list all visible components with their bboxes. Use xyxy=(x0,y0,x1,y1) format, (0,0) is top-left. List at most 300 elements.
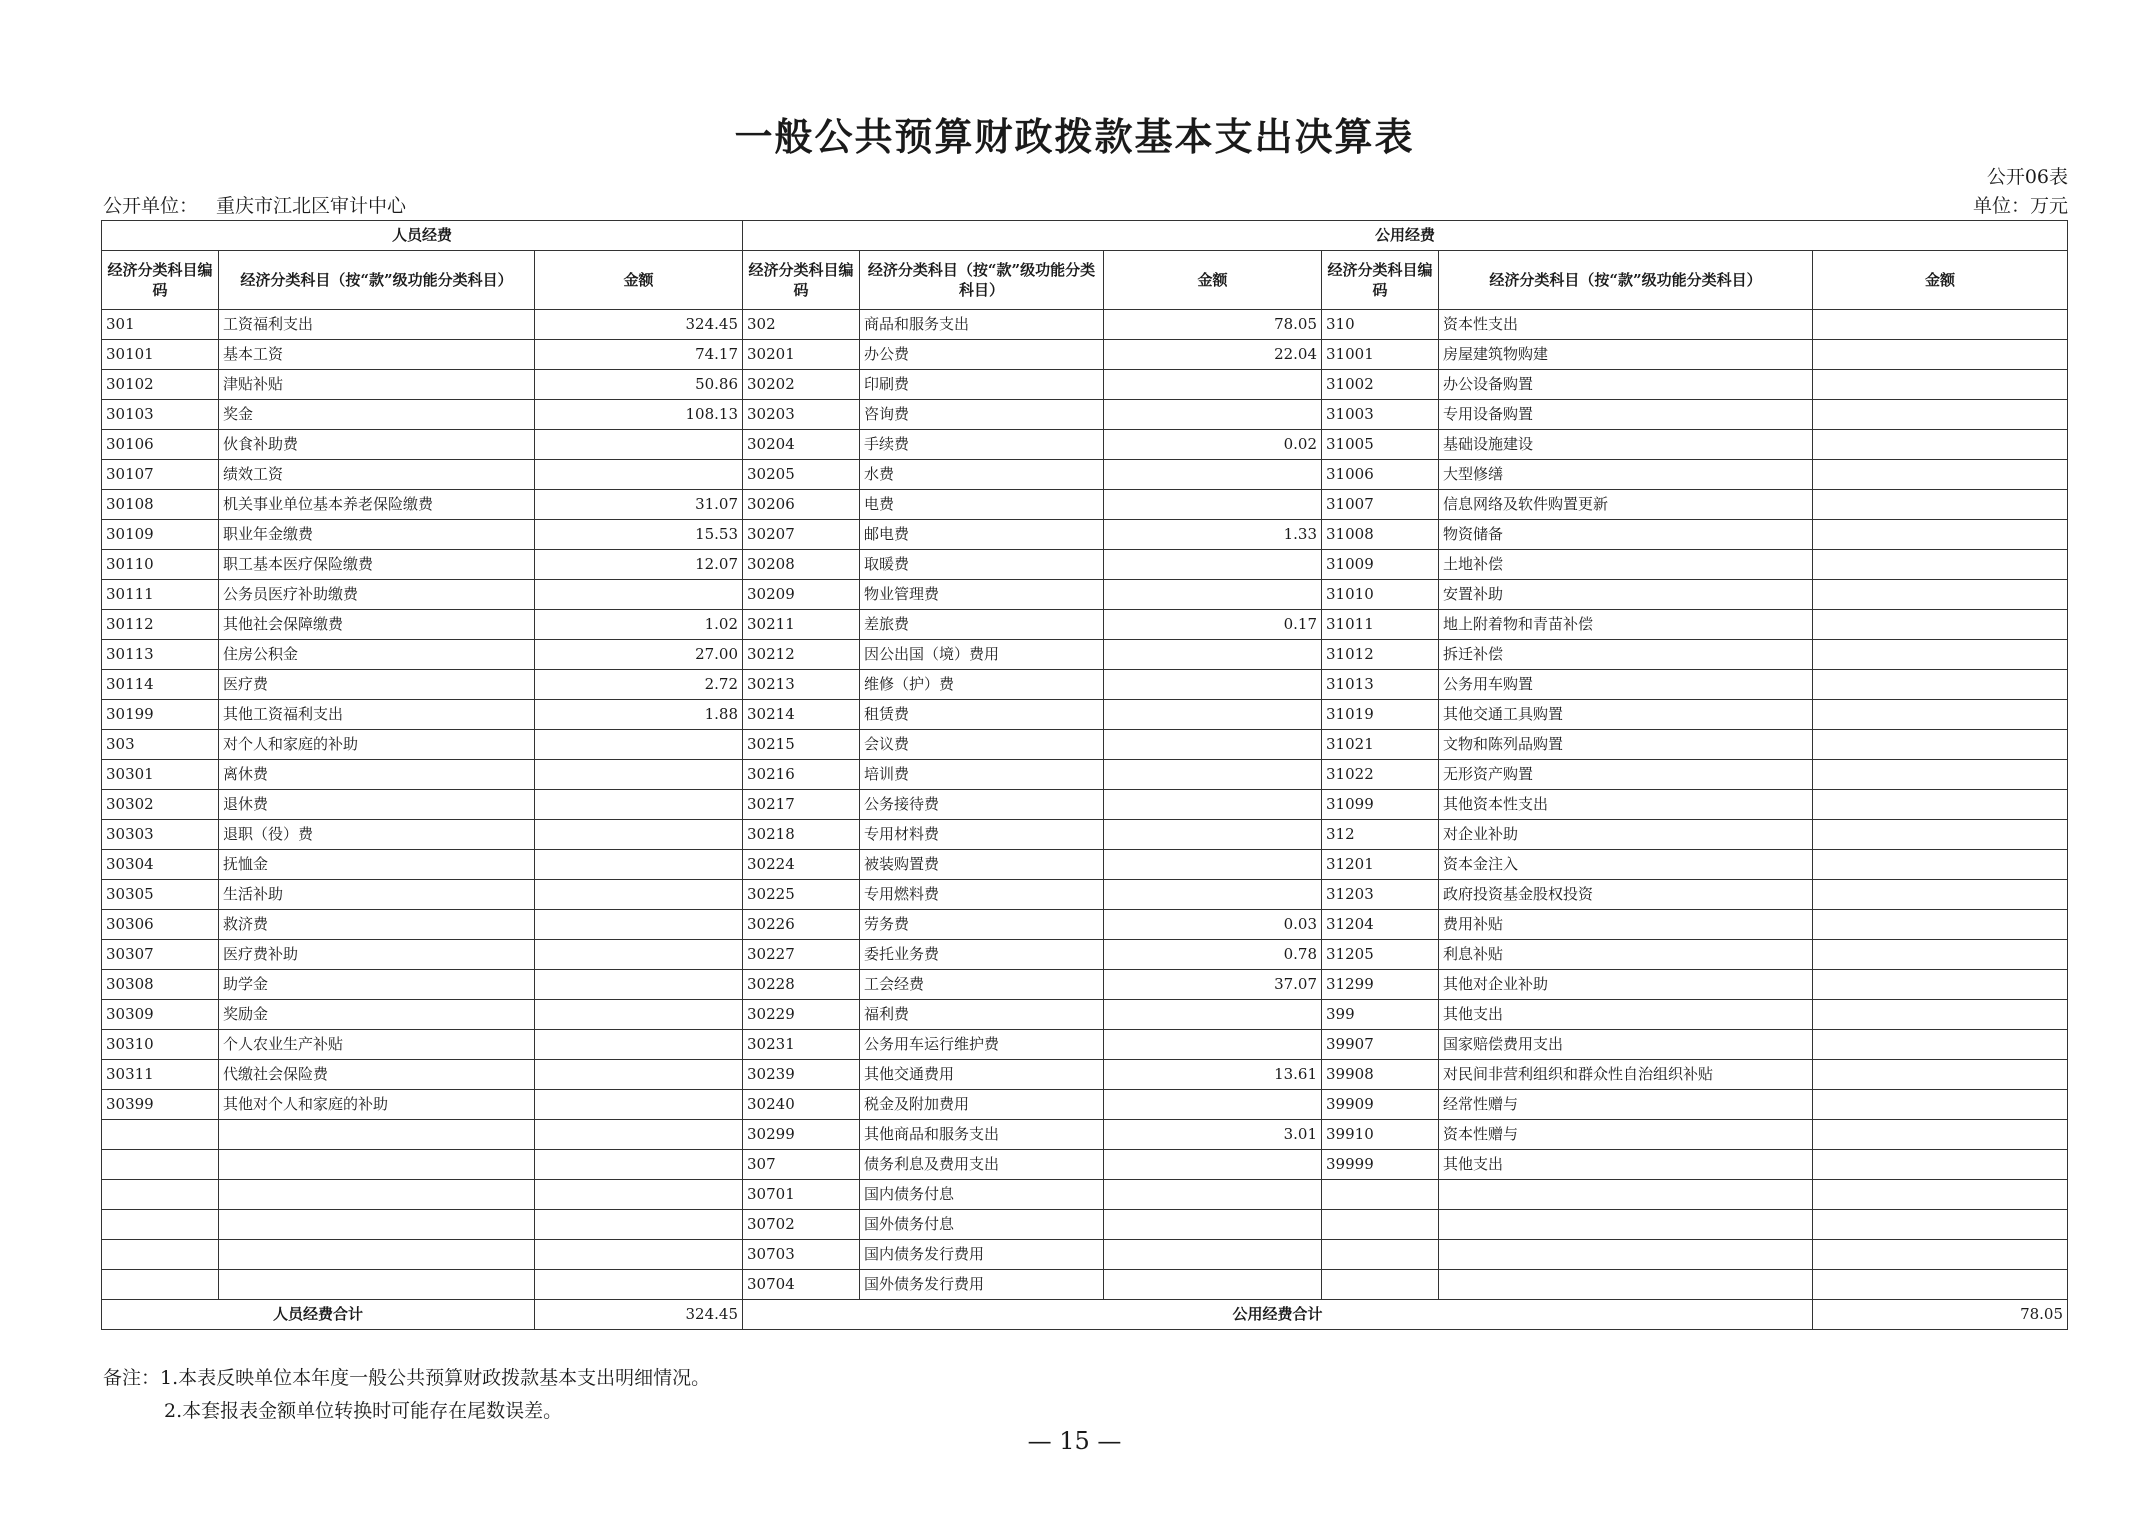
cell-code: 39910 xyxy=(1322,1120,1439,1150)
cell-name: 工资福利支出 xyxy=(219,310,535,340)
cell-code: 31011 xyxy=(1322,610,1439,640)
cell-code: 30309 xyxy=(102,1000,219,1030)
cell-amount xyxy=(1104,730,1322,760)
cell-code: 30213 xyxy=(743,670,860,700)
cell-amount xyxy=(1104,640,1322,670)
table-number: 公开06表 xyxy=(1986,166,2068,188)
cell-code: 30307 xyxy=(102,940,219,970)
cell-code: 30239 xyxy=(743,1060,860,1090)
cell-code: 30308 xyxy=(102,970,219,1000)
table-row xyxy=(102,880,2068,910)
cell-code: 30106 xyxy=(102,430,219,460)
cell-code: 30216 xyxy=(743,760,860,790)
cell-code: 30201 xyxy=(743,340,860,370)
cell-code: 31022 xyxy=(1322,760,1439,790)
cell-amount xyxy=(1104,1150,1322,1180)
cell-name: 取暖费 xyxy=(860,550,1104,580)
cell-code: 31001 xyxy=(1322,340,1439,370)
cell-amount xyxy=(535,730,743,760)
cell-name: 邮电费 xyxy=(860,520,1104,550)
cell-amount xyxy=(535,1120,743,1150)
cell-amount xyxy=(1813,940,2068,970)
cell-name: 退休费 xyxy=(219,790,535,820)
cell-amount xyxy=(535,1240,743,1270)
cell-name: 其他资本性支出 xyxy=(1439,790,1813,820)
cell-amount xyxy=(1104,1000,1322,1030)
cell-code: 39908 xyxy=(1322,1060,1439,1090)
table-row xyxy=(102,430,2068,460)
cell-amount xyxy=(1104,550,1322,580)
cell-amount: 108.13 xyxy=(535,400,743,430)
cell-amount: 27.00 xyxy=(535,640,743,670)
cell-name: 福利费 xyxy=(860,1000,1104,1030)
cell-amount xyxy=(1813,370,2068,400)
cell-amount xyxy=(1813,1030,2068,1060)
cell-name: 奖金 xyxy=(219,400,535,430)
cell-amount xyxy=(1813,730,2068,760)
cell-name: 物资储备 xyxy=(1439,520,1813,550)
cell-code xyxy=(1322,1210,1439,1240)
cell-code xyxy=(102,1270,219,1300)
cell-amount: 1.33 xyxy=(1104,520,1322,550)
cell-name: 商品和服务支出 xyxy=(860,310,1104,340)
cell-amount xyxy=(1104,790,1322,820)
cell-code xyxy=(102,1240,219,1270)
expenditure-table xyxy=(101,220,2068,1330)
cell-code: 31002 xyxy=(1322,370,1439,400)
cell-amount xyxy=(1104,880,1322,910)
cell-name: 其他交通工具购置 xyxy=(1439,700,1813,730)
cell-name: 租赁费 xyxy=(860,700,1104,730)
cell-amount xyxy=(1813,430,2068,460)
cell-amount xyxy=(535,1030,743,1060)
cell-amount xyxy=(535,910,743,940)
cell-code: 30228 xyxy=(743,970,860,1000)
cell-amount: 31.07 xyxy=(535,490,743,520)
cell-name: 国家赔偿费用支出 xyxy=(1439,1030,1813,1060)
cell-amount xyxy=(535,850,743,880)
cell-amount xyxy=(1813,340,2068,370)
cell-name: 手续费 xyxy=(860,430,1104,460)
cell-name: 医疗费 xyxy=(219,670,535,700)
cell-amount: 13.61 xyxy=(1104,1060,1322,1090)
col-header-name: 经济分类科目（按“款”级功能分类科目） xyxy=(219,251,535,310)
cell-code: 30310 xyxy=(102,1030,219,1060)
cell-code: 30107 xyxy=(102,460,219,490)
cell-amount: 22.04 xyxy=(1104,340,1322,370)
cell-amount: 15.53 xyxy=(535,520,743,550)
table-row xyxy=(102,310,2068,340)
cell-name: 公务用车购置 xyxy=(1439,670,1813,700)
table-row xyxy=(102,460,2068,490)
cell-name: 公务员医疗补助缴费 xyxy=(219,580,535,610)
table-row xyxy=(102,1120,2068,1150)
cell-amount: 12.07 xyxy=(535,550,743,580)
cell-name: 电费 xyxy=(860,490,1104,520)
cell-name: 资本性赠与 xyxy=(1439,1120,1813,1150)
cell-amount xyxy=(535,760,743,790)
cell-name: 基本工资 xyxy=(219,340,535,370)
table-row xyxy=(102,490,2068,520)
cell-name: 离休费 xyxy=(219,760,535,790)
cell-code: 30227 xyxy=(743,940,860,970)
cell-amount xyxy=(535,460,743,490)
cell-code: 30225 xyxy=(743,880,860,910)
cell-code: 302 xyxy=(743,310,860,340)
table-row xyxy=(102,1210,2068,1240)
table-row xyxy=(102,580,2068,610)
cell-amount: 0.78 xyxy=(1104,940,1322,970)
cell-code: 31009 xyxy=(1322,550,1439,580)
cell-name: 对企业补助 xyxy=(1439,820,1813,850)
cell-name: 办公设备购置 xyxy=(1439,370,1813,400)
cell-amount xyxy=(1813,910,2068,940)
cell-name: 费用补贴 xyxy=(1439,910,1813,940)
cell-name: 专用设备购置 xyxy=(1439,400,1813,430)
personnel-total-label: 人员经费合计 xyxy=(102,1300,535,1330)
cell-name: 国内债务发行费用 xyxy=(860,1240,1104,1270)
totals-row xyxy=(102,1300,2068,1330)
cell-code: 31019 xyxy=(1322,700,1439,730)
cell-amount xyxy=(1813,760,2068,790)
cell-code: 310 xyxy=(1322,310,1439,340)
cell-code: 30208 xyxy=(743,550,860,580)
cell-code: 30214 xyxy=(743,700,860,730)
group-header-personnel: 人员经费 xyxy=(102,221,743,251)
cell-name: 生活补助 xyxy=(219,880,535,910)
table-row xyxy=(102,400,2068,430)
cell-name: 其他对个人和家庭的补助 xyxy=(219,1090,535,1120)
cell-code: 31008 xyxy=(1322,520,1439,550)
cell-name: 绩效工资 xyxy=(219,460,535,490)
cell-code: 30103 xyxy=(102,400,219,430)
cell-code: 30701 xyxy=(743,1180,860,1210)
reporting-unit-name: 重庆市江北区审计中心 xyxy=(216,195,407,217)
cell-code: 31205 xyxy=(1322,940,1439,970)
cell-amount xyxy=(535,1090,743,1120)
cell-amount xyxy=(1104,580,1322,610)
group-header-public: 公用经费 xyxy=(743,221,2068,251)
cell-name: 维修（护）费 xyxy=(860,670,1104,700)
cell-code: 30304 xyxy=(102,850,219,880)
cell-code: 30229 xyxy=(743,1000,860,1030)
cell-code: 31013 xyxy=(1322,670,1439,700)
cell-name: 资本性支出 xyxy=(1439,310,1813,340)
cell-code xyxy=(1322,1270,1439,1300)
cell-name: 经常性赠与 xyxy=(1439,1090,1813,1120)
cell-amount xyxy=(1813,550,2068,580)
col-header-name: 经济分类科目（按“款”级功能分类科目） xyxy=(1439,251,1813,310)
cell-amount xyxy=(535,1210,743,1240)
cell-name: 安置补助 xyxy=(1439,580,1813,610)
cell-name: 差旅费 xyxy=(860,610,1104,640)
cell-code: 31010 xyxy=(1322,580,1439,610)
cell-name: 抚恤金 xyxy=(219,850,535,880)
cell-amount: 3.01 xyxy=(1104,1120,1322,1150)
cell-name xyxy=(219,1180,535,1210)
cell-code: 30114 xyxy=(102,670,219,700)
cell-amount xyxy=(535,940,743,970)
cell-code: 39999 xyxy=(1322,1150,1439,1180)
cell-amount xyxy=(1813,1210,2068,1240)
cell-name: 办公费 xyxy=(860,340,1104,370)
cell-code: 31099 xyxy=(1322,790,1439,820)
cell-code: 303 xyxy=(102,730,219,760)
cell-name: 被装购置费 xyxy=(860,850,1104,880)
cell-name: 国内债务付息 xyxy=(860,1180,1104,1210)
cell-code xyxy=(102,1150,219,1180)
notes xyxy=(103,1362,710,1428)
cell-amount xyxy=(1813,850,2068,880)
cell-amount xyxy=(535,1000,743,1030)
cell-code: 31006 xyxy=(1322,460,1439,490)
cell-code: 30704 xyxy=(743,1270,860,1300)
table-row xyxy=(102,610,2068,640)
cell-amount xyxy=(535,1180,743,1210)
table-row xyxy=(102,550,2068,580)
cell-amount: 37.07 xyxy=(1104,970,1322,1000)
cell-amount: 1.88 xyxy=(535,700,743,730)
cell-name: 无形资产购置 xyxy=(1439,760,1813,790)
cell-amount xyxy=(535,820,743,850)
cell-amount xyxy=(1813,1060,2068,1090)
cell-amount xyxy=(1104,760,1322,790)
cell-amount xyxy=(1813,580,2068,610)
cell-amount: 1.02 xyxy=(535,610,743,640)
table-row xyxy=(102,1240,2068,1270)
cell-amount xyxy=(1813,880,2068,910)
cell-name: 其他商品和服务支出 xyxy=(860,1120,1104,1150)
cell-name: 物业管理费 xyxy=(860,580,1104,610)
cell-name: 文物和陈列品购置 xyxy=(1439,730,1813,760)
cell-amount: 0.03 xyxy=(1104,910,1322,940)
cell-amount xyxy=(1813,700,2068,730)
cell-name: 其他社会保障缴费 xyxy=(219,610,535,640)
cell-name: 对个人和家庭的补助 xyxy=(219,730,535,760)
cell-name: 个人农业生产补贴 xyxy=(219,1030,535,1060)
cell-amount xyxy=(1813,520,2068,550)
cell-amount xyxy=(535,970,743,1000)
reporting-unit xyxy=(103,191,406,218)
cell-name: 工会经费 xyxy=(860,970,1104,1000)
cell-amount xyxy=(1104,1240,1322,1270)
cell-amount xyxy=(1104,1090,1322,1120)
table-row xyxy=(102,730,2068,760)
cell-name: 对民间非营利组织和群众性自治组织补贴 xyxy=(1439,1060,1813,1090)
cell-code: 30306 xyxy=(102,910,219,940)
cell-amount xyxy=(1104,400,1322,430)
cell-code xyxy=(102,1210,219,1240)
cell-name: 国外债务付息 xyxy=(860,1210,1104,1240)
cell-code: 30215 xyxy=(743,730,860,760)
cell-code: 399 xyxy=(1322,1000,1439,1030)
cell-code xyxy=(1322,1240,1439,1270)
cell-amount xyxy=(1813,400,2068,430)
cell-name: 土地补偿 xyxy=(1439,550,1813,580)
cell-code: 30113 xyxy=(102,640,219,670)
cell-code: 30199 xyxy=(102,700,219,730)
cell-name: 职业年金缴费 xyxy=(219,520,535,550)
cell-name: 债务利息及费用支出 xyxy=(860,1150,1104,1180)
public-total-label: 公用经费合计 xyxy=(743,1300,1813,1330)
cell-amount xyxy=(1104,1270,1322,1300)
cell-amount xyxy=(1813,1000,2068,1030)
group-header-row xyxy=(102,221,2068,251)
cell-code: 30702 xyxy=(743,1210,860,1240)
cell-code: 30231 xyxy=(743,1030,860,1060)
cell-amount xyxy=(1813,490,2068,520)
cell-code: 31007 xyxy=(1322,490,1439,520)
table-row xyxy=(102,520,2068,550)
cell-name: 其他交通费用 xyxy=(860,1060,1104,1090)
cell-amount xyxy=(1813,670,2068,700)
cell-amount xyxy=(1813,1090,2068,1120)
cell-name xyxy=(219,1150,535,1180)
table-body xyxy=(102,310,2068,1300)
cell-amount: 324.45 xyxy=(535,310,743,340)
cell-amount xyxy=(1813,310,2068,340)
cell-amount xyxy=(535,580,743,610)
cell-name: 委托业务费 xyxy=(860,940,1104,970)
cell-code: 30111 xyxy=(102,580,219,610)
table-row xyxy=(102,370,2068,400)
cell-name: 拆迁补偿 xyxy=(1439,640,1813,670)
cell-code: 30399 xyxy=(102,1090,219,1120)
cell-amount: 78.05 xyxy=(1104,310,1322,340)
cell-code: 30703 xyxy=(743,1240,860,1270)
cell-name: 退职（役）费 xyxy=(219,820,535,850)
cell-code: 30212 xyxy=(743,640,860,670)
table-row xyxy=(102,1060,2068,1090)
cell-name: 医疗费补助 xyxy=(219,940,535,970)
cell-amount xyxy=(1813,460,2068,490)
cell-name: 住房公积金 xyxy=(219,640,535,670)
cell-name: 专用燃料费 xyxy=(860,880,1104,910)
cell-amount xyxy=(1104,670,1322,700)
cell-code: 30218 xyxy=(743,820,860,850)
cell-name: 奖励金 xyxy=(219,1000,535,1030)
cell-name: 印刷费 xyxy=(860,370,1104,400)
cell-name: 劳务费 xyxy=(860,910,1104,940)
cell-name: 信息网络及软件购置更新 xyxy=(1439,490,1813,520)
cell-code: 30203 xyxy=(743,400,860,430)
cell-name: 税金及附加费用 xyxy=(860,1090,1104,1120)
cell-amount: 2.72 xyxy=(535,670,743,700)
cell-code: 30204 xyxy=(743,430,860,460)
column-header-row xyxy=(102,251,2068,310)
cell-name xyxy=(1439,1240,1813,1270)
cell-amount: 74.17 xyxy=(535,340,743,370)
cell-amount xyxy=(1813,610,2068,640)
table-row xyxy=(102,1270,2068,1300)
cell-amount xyxy=(535,1060,743,1090)
table-row xyxy=(102,1180,2068,1210)
cell-code: 31012 xyxy=(1322,640,1439,670)
table-row xyxy=(102,1030,2068,1060)
table-row xyxy=(102,700,2068,730)
cell-name: 培训费 xyxy=(860,760,1104,790)
cell-code: 30299 xyxy=(743,1120,860,1150)
cell-code: 39909 xyxy=(1322,1090,1439,1120)
cell-code: 30211 xyxy=(743,610,860,640)
cell-name: 地上附着物和青苗补偿 xyxy=(1439,610,1813,640)
cell-amount xyxy=(1104,850,1322,880)
table-row xyxy=(102,910,2068,940)
cell-code: 312 xyxy=(1322,820,1439,850)
note-line: 2.本套报表金额单位转换时可能存在尾数误差。 xyxy=(164,1400,563,1422)
cell-amount xyxy=(535,1150,743,1180)
cell-code xyxy=(102,1180,219,1210)
cell-code xyxy=(102,1120,219,1150)
cell-name: 会议费 xyxy=(860,730,1104,760)
cell-name xyxy=(219,1210,535,1240)
table-row xyxy=(102,1000,2068,1030)
cell-name: 公务接待费 xyxy=(860,790,1104,820)
cell-amount: 0.02 xyxy=(1104,430,1322,460)
cell-code: 30305 xyxy=(102,880,219,910)
cell-name: 房屋建筑物购建 xyxy=(1439,340,1813,370)
cell-code: 301 xyxy=(102,310,219,340)
cell-code: 31203 xyxy=(1322,880,1439,910)
cell-name xyxy=(219,1270,535,1300)
cell-code: 30302 xyxy=(102,790,219,820)
cell-name: 其他支出 xyxy=(1439,1150,1813,1180)
cell-name xyxy=(1439,1270,1813,1300)
cell-amount xyxy=(1813,1240,2068,1270)
cell-code: 30226 xyxy=(743,910,860,940)
cell-amount xyxy=(1813,790,2068,820)
cell-amount xyxy=(1104,1210,1322,1240)
cell-name: 因公出国（境）费用 xyxy=(860,640,1104,670)
cell-name: 职工基本医疗保险缴费 xyxy=(219,550,535,580)
cell-amount xyxy=(1104,490,1322,520)
cell-code: 30224 xyxy=(743,850,860,880)
cell-code: 30102 xyxy=(102,370,219,400)
cell-code: 30311 xyxy=(102,1060,219,1090)
cell-name: 救济费 xyxy=(219,910,535,940)
table-row xyxy=(102,670,2068,700)
cell-code: 30112 xyxy=(102,610,219,640)
reporting-unit-label: 公开单位： xyxy=(103,195,199,217)
cell-name: 机关事业单位基本养老保险缴费 xyxy=(219,490,535,520)
cell-amount xyxy=(535,790,743,820)
cell-code: 30207 xyxy=(743,520,860,550)
cell-amount xyxy=(1813,970,2068,1000)
cell-name xyxy=(1439,1210,1813,1240)
cell-code: 30110 xyxy=(102,550,219,580)
cell-amount xyxy=(535,430,743,460)
table-row xyxy=(102,760,2068,790)
cell-amount xyxy=(1813,640,2068,670)
cell-name xyxy=(219,1240,535,1270)
cell-code: 30240 xyxy=(743,1090,860,1120)
cell-name: 助学金 xyxy=(219,970,535,1000)
cell-amount xyxy=(1104,700,1322,730)
cell-name: 基础设施建设 xyxy=(1439,430,1813,460)
cell-name: 国外债务发行费用 xyxy=(860,1270,1104,1300)
note-line: 备注：1.本表反映单位本年度一般公共预算财政拨款基本支出明细情况。 xyxy=(103,1367,711,1389)
cell-code: 307 xyxy=(743,1150,860,1180)
cell-name: 水费 xyxy=(860,460,1104,490)
personnel-total-amount: 324.45 xyxy=(535,1300,743,1330)
cell-code: 31003 xyxy=(1322,400,1439,430)
cell-code: 31201 xyxy=(1322,850,1439,880)
cell-code xyxy=(1322,1180,1439,1210)
cell-code: 39907 xyxy=(1322,1030,1439,1060)
cell-code: 30209 xyxy=(743,580,860,610)
cell-code: 31005 xyxy=(1322,430,1439,460)
cell-name: 津贴补贴 xyxy=(219,370,535,400)
